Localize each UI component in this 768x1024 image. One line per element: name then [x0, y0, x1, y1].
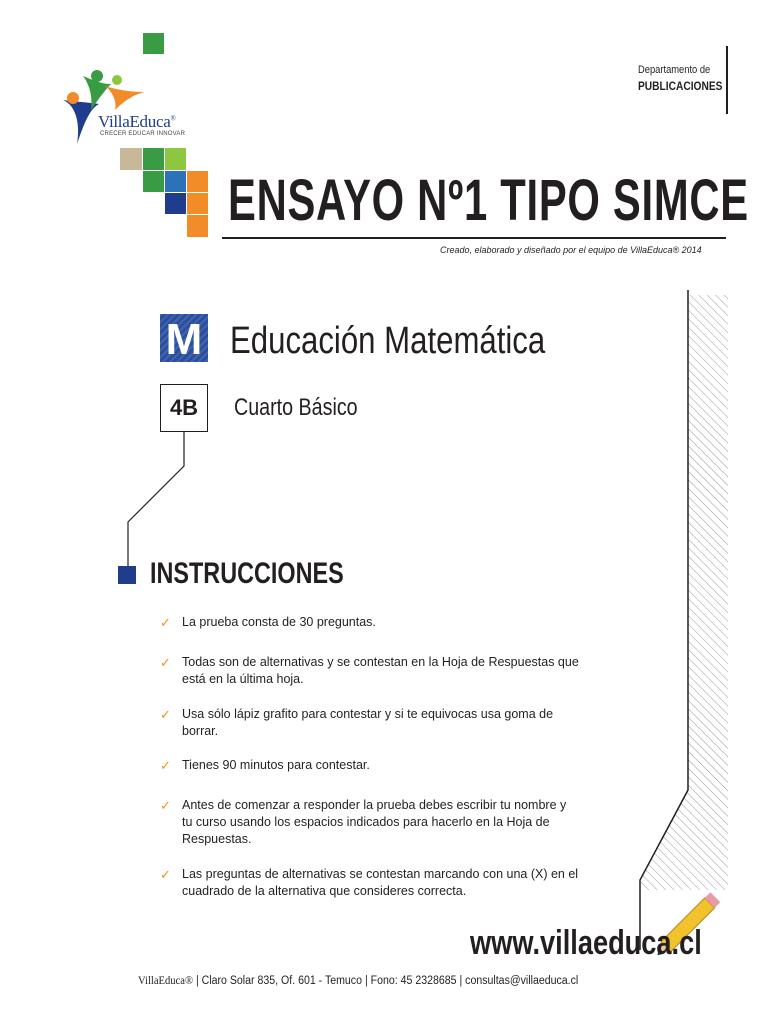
deco-square-orange-3	[187, 215, 208, 237]
checkmark-icon: ✓	[160, 707, 171, 722]
footer-address: Claro Solar 835, Of. 601 - Temuco	[201, 975, 362, 987]
footer-separator: |	[364, 975, 371, 987]
deco-square-tan	[120, 148, 142, 170]
checkmark-icon: ✓	[160, 867, 171, 882]
page-title: ENSAYO Nº1 TIPO SIMCE	[228, 168, 749, 233]
deco-square-green-2	[143, 171, 164, 192]
instructions-title: INSTRUCCIONES	[150, 557, 344, 590]
footer-separator: |	[195, 975, 202, 987]
checkmark-icon: ✓	[160, 798, 171, 813]
footer-brand: VillaEduca®	[138, 975, 193, 987]
department-divider	[726, 46, 728, 114]
deco-square-orange-2	[187, 193, 208, 214]
footer-phone: Fono: 45 2328685	[370, 975, 457, 987]
instruction-item: ✓ Tienes 90 minutos para contestar.	[160, 758, 370, 773]
decorative-hatch-band	[600, 290, 730, 950]
grade-name: Cuarto Básico	[234, 394, 358, 421]
checkmark-icon: ✓	[160, 615, 171, 630]
subject-name: Educación Matemática	[230, 320, 546, 362]
logo-name: VillaEduca®	[98, 112, 176, 131]
website-url[interactable]: www.villaeduca.cl	[470, 924, 702, 962]
credit-line: Creado, elaborado y diseñado por el equipo de VillaEduca® 2014	[440, 245, 702, 255]
instruction-item: ✓ Antes de comenzar a responder la prueba debes escribir tu nombre y tu curso usando los espacios indicados para hacerlo en la Hoja de Respuestas.	[160, 798, 567, 846]
title-underline	[222, 237, 726, 239]
deco-square-blue	[165, 193, 186, 214]
instruction-item: ✓ La prueba consta de 30 preguntas.	[160, 615, 376, 630]
grade-code-box: 4B	[160, 384, 208, 432]
instruction-item: ✓ Todas son de alternativas y se contestan en la Hoja de Respuestas que está en la última hoja.	[160, 655, 579, 686]
subject-letter-badge: M	[160, 314, 208, 362]
deco-square-orange	[187, 171, 208, 192]
checkmark-icon: ✓	[160, 655, 171, 670]
footer-email[interactable]: consultas@villaeduca.cl	[465, 975, 579, 987]
footer-separator: |	[459, 975, 466, 987]
logo-tagline: CRECER EDUCAR INNOVAR	[100, 131, 186, 137]
instruction-item: ✓ Las preguntas de alternativas se contestan marcando con una (X) en el cuadrado de la alternativa que consideres correcta.	[160, 867, 579, 898]
instruction-item: ✓ Usa sólo lápiz grafito para contestar y si te equivocas usa goma de borrar.	[160, 707, 554, 738]
instructions-list	[160, 614, 580, 900]
deco-square-midblue	[165, 171, 186, 192]
department-label: Departamento de PUBLICACIONES	[638, 64, 723, 93]
deco-square-green	[143, 148, 164, 170]
footer-contact	[138, 975, 578, 987]
instructions-marker	[118, 566, 136, 584]
checkmark-icon: ✓	[160, 758, 171, 773]
connector-line	[120, 432, 190, 572]
deco-square-lightgreen	[165, 148, 186, 170]
logo-square-green	[143, 33, 164, 54]
